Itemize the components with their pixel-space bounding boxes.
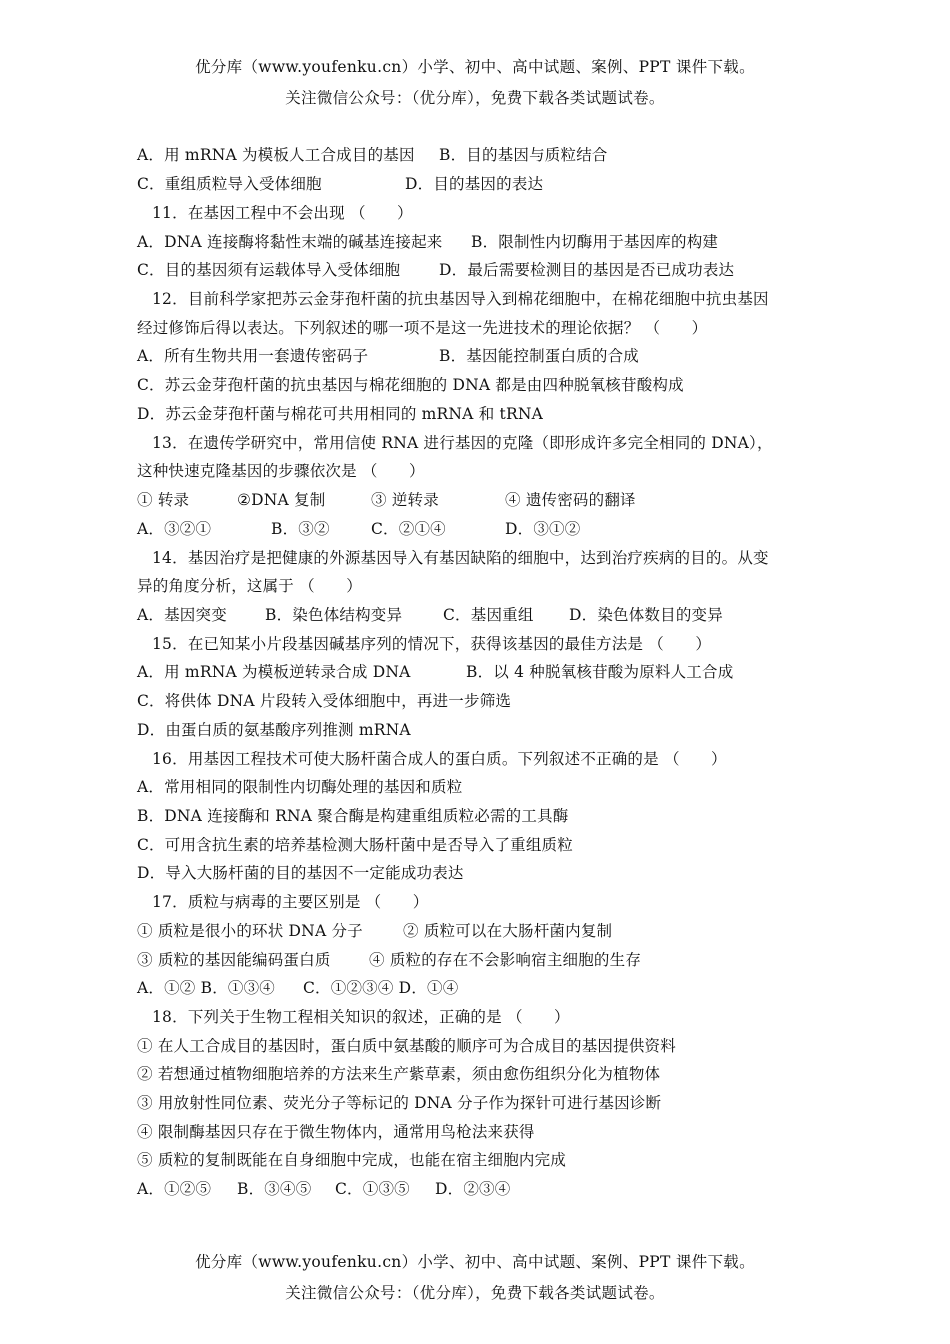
option-b: B．③④⑤	[237, 1180, 312, 1198]
question-16-option-c: C．可用含抗生素的培养基检测大肠杆菌中是否导入了重组质粒	[137, 836, 573, 854]
question-13-items	[137, 488, 636, 510]
question-13-stem-line2: 这种快速克隆基因的步骤依次是 （ ）	[137, 462, 425, 480]
question-13-stem-line1: 13．在遗传学研究中，常用信使 RNA 进行基因的克隆（即形成许多完全相同的 DNA），	[152, 434, 773, 452]
question-10-options-cd	[137, 172, 544, 194]
option-d: D．③①②	[505, 520, 581, 538]
option-a: A．所有生物共用一套遗传密码子	[137, 347, 369, 365]
option-c: C．重组质粒导入受体细胞	[137, 175, 322, 193]
option-b: B．染色体结构变异	[265, 606, 403, 624]
option-a: A．DNA 连接酶将黏性末端的碱基连接起来	[137, 233, 443, 251]
option-b: B．以 4 种脱氧核苷酸为原料人工合成	[466, 663, 734, 681]
question-15-stem: 15．在已知某小片段基因碱基序列的情况下，获得该基因的最佳方法是 （ ）	[152, 635, 712, 653]
question-17-items-12	[137, 919, 613, 941]
question-13-options	[137, 517, 581, 539]
question-12-option-d: D．苏云金芽孢杆菌与棉花可共用相同的 mRNA 和 tRNA	[137, 405, 543, 423]
item-3: ③ 逆转录	[371, 491, 439, 509]
question-16-stem: 16．用基因工程技术可使大肠杆菌合成人的蛋白质。下列叙述不正确的是 （ ）	[152, 750, 727, 768]
page-footer-line1: 优分库（www.youfenku.cn）小学、初中、高中试题、案例、PPT 课件下载。	[195, 1253, 755, 1271]
option-b: B．基因能控制蛋白质的合成	[439, 347, 639, 365]
question-14-stem-line2: 异的角度分析，这属于 （ ）	[137, 577, 362, 595]
option-b: B．目的基因与质粒结合	[439, 146, 608, 164]
item-1: ① 转录	[137, 491, 190, 509]
question-15-options-ab	[137, 660, 734, 682]
question-16-option-d: D．导入大肠杆菌的目的基因不一定能成功表达	[137, 864, 464, 882]
question-17-options	[137, 976, 459, 998]
option-c: C．①③⑤	[335, 1180, 410, 1198]
option-c: C．②①④	[371, 520, 446, 538]
option-a: A．①②⑤	[137, 1180, 212, 1198]
question-18-item-2: ② 若想通过植物细胞培养的方法来生产紫草素，须由愈伤组织分化为植物体	[137, 1065, 661, 1083]
question-12-options-ab	[137, 344, 639, 366]
question-16-option-a: A．常用相同的限制性内切酶处理的基因和质粒	[137, 778, 463, 796]
option-d: D．染色体数目的变异	[569, 606, 723, 624]
question-11-options-cd	[137, 258, 735, 280]
option-d: D．②③④	[435, 1180, 511, 1198]
question-14-stem-line1: 14．基因治疗是把健康的外源基因导入有基因缺陷的细胞中，达到治疗疾病的目的。从变	[152, 549, 769, 567]
page-header-line2: 关注微信公众号：（优分库），免费下载各类试题试卷。	[285, 89, 665, 107]
question-11-options-ab	[137, 230, 719, 252]
question-11-stem: 11．在基因工程中不会出现 （ ）	[152, 204, 413, 222]
option-b: B．③②	[271, 520, 330, 538]
question-17-stem: 17．质粒与病毒的主要区别是 （ ）	[152, 893, 429, 911]
question-10-options-ab	[137, 143, 608, 165]
item-2: ②DNA 复制	[237, 491, 326, 509]
item-2: ② 质粒可以在大肠杆菌内复制	[403, 922, 613, 940]
question-15-option-c: C．将供体 DNA 片段转入受体细胞中，再进一步筛选	[137, 692, 512, 710]
question-16-option-b: B．DNA 连接酶和 RNA 聚合酶是构建重组质粒必需的工具酶	[137, 807, 569, 825]
page-header-line1: 优分库（www.youfenku.cn）小学、初中、高中试题、案例、PPT 课件下载。	[195, 58, 755, 76]
option-a: A．用 mRNA 为模板逆转录合成 DNA	[137, 663, 411, 681]
option-b: B．限制性内切酶用于基因库的构建	[471, 233, 719, 251]
question-18-item-3: ③ 用放射性同位素、荧光分子等标记的 DNA 分子作为探针可进行基因诊断	[137, 1094, 662, 1112]
question-18-item-1: ① 在人工合成目的基因时，蛋白质中氨基酸的顺序可为合成目的基因提供资料	[137, 1037, 676, 1055]
option-a: A．用 mRNA 为模板人工合成目的基因	[137, 146, 415, 164]
item-4: ④ 遗传密码的翻译	[505, 491, 636, 509]
question-12-option-c: C．苏云金芽孢杆菌的抗虫基因与棉花细胞的 DNA 都是由四种脱氧核苷酸构成	[137, 376, 684, 394]
option-a: A．③②①	[137, 520, 212, 538]
page-footer-line2: 关注微信公众号：（优分库），免费下载各类试题试卷。	[285, 1284, 665, 1302]
question-12-stem-line1: 12．目前科学家把苏云金芽孢杆菌的抗虫基因导入到棉花细胞中，在棉花细胞中抗虫基因	[152, 290, 769, 308]
question-17-items-34	[137, 948, 642, 970]
option-d: D．最后需要检测目的基因是否已成功表达	[439, 261, 735, 279]
question-14-options	[137, 603, 723, 625]
item-3: ③ 质粒的基因能编码蛋白质	[137, 951, 331, 969]
question-18-stem: 18．下列关于生物工程相关知识的叙述，正确的是 （ ）	[152, 1008, 570, 1026]
question-15-option-d: D．由蛋白质的氨基酸序列推测 mRNA	[137, 721, 411, 739]
question-18-item-4: ④ 限制酶基因只存在于微生物体内，通常用鸟枪法来获得	[137, 1123, 535, 1141]
question-18-options	[137, 1177, 511, 1199]
option-d: D．目的基因的表达	[405, 175, 544, 193]
option-cd: C．①②③④ D．①④	[303, 979, 459, 997]
option-c: C．基因重组	[443, 606, 534, 624]
question-18-item-5: ⑤ 质粒的复制既能在自身细胞中完成，也能在宿主细胞内完成	[137, 1151, 567, 1169]
option-ab: A．①② B．①③④	[137, 979, 276, 997]
option-a: A．基因突变	[137, 606, 227, 624]
item-4: ④ 质粒的存在不会影响宿主细胞的生存	[369, 951, 642, 969]
item-1: ① 质粒是很小的环状 DNA 分子	[137, 922, 363, 940]
question-12-stem-line2: 经过修饰后得以表达。下列叙述的哪一项不是这一先进技术的理论依据？ （ ）	[137, 319, 708, 337]
option-c: C．目的基因须有运载体导入受体细胞	[137, 261, 401, 279]
